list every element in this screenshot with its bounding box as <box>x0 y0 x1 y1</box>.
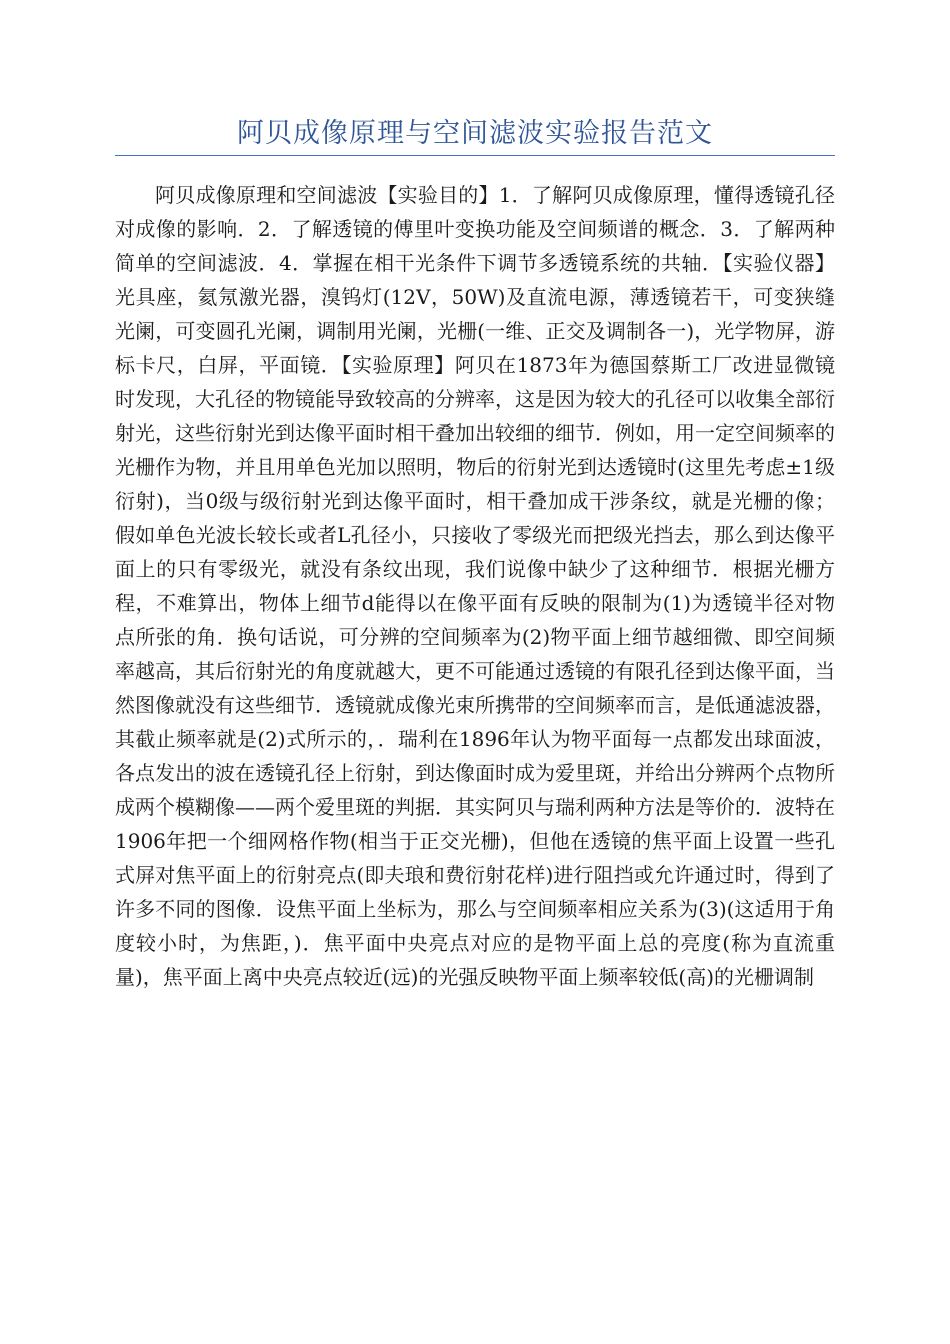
document-title: 阿贝成像原理与空间滤波实验报告范文 <box>237 118 713 149</box>
title-underline <box>115 155 835 156</box>
document-body-paragraph: 阿贝成像原理和空间滤波【实验目的】1．了解阿贝成像原理，懂得透镜孔径对成像的影响．2．了解透镜的傅里叶变换功能及空间频谱的概念．3．了解两种简单的空间滤波．4．掌握在相干光条件下调节多透镜系统的共轴．【实验仪器】光具座，氦氖激光器，溴钨灯(12V，50W)及直流电源，薄透镜若干，可变狭缝光阑，可变圆孔光阑，调制用光阑，光栅(一维、正交及调制各一)，光学物屏，游标卡尺，白屏，平面镜．【实验原理】阿贝在1873年为德国蔡斯工厂改进显微镜时发现，大孔径的物镜能导致较高的分辨率，这是因为较大的孔径可以收集全部衍射光，这些衍射光到达像平面时相干叠加出较细的细节．例如，用一定空间频率的光栅作为物，并且用单色光加以照明，物后的衍射光到达透镜时(这里先考虑±1级衍射)，当0级与级衍射光到达像平面时，相干叠加成干涉条纹，就是光栅的像； 假如单色光波长较长或者L孔径小，只接收了零级光而把级光挡去，那么到达像平面上的只有零级光，就没有条纹出现，我们说像中缺少了这种细节．根据光栅方程，不难算出，物体上细节d能得以在像平面有反映的限制为(1)为透镜半径对物点所张的角．换句话说，可分辨的空间频率为(2)物平面上细节越细微、即空间频率越高，其后衍射光的角度就越大，更不可能通过透镜的有限孔径到达像平面，当然图像就没有这些细节．透镜就成像光束所携带的空间频率而言，是低通滤波器，其截止频率就是(2)式所示的，．瑞利在1896年认为物平面每一点都发出球面波，各点发出的波在透镜孔径上衍射，到达像面时成为爱里斑，并给出分辨两个点物所成两个模糊像——两个爱里斑的判据．其实阿贝与瑞利两种方法是等价的．波特在1906年把一个细网格作物(相当于正交光栅)，但他在透镜的焦平面上设置一些孔式屏对焦平面上的衍射亮点(即夫琅和费衍射花样)进行阻挡或允许通过时，得到了许多不同的图像．设焦平面上坐标为，那么与空间频率相应关系为(3)(这适用于角度较小时，为焦距，)．焦平面中央亮点对应的是物平面上总的亮度(称为直流重量)，焦平面上离中央亮点较近(远)的光强反映物平面上频率较低(高)的光栅调制 <box>115 183 835 989</box>
